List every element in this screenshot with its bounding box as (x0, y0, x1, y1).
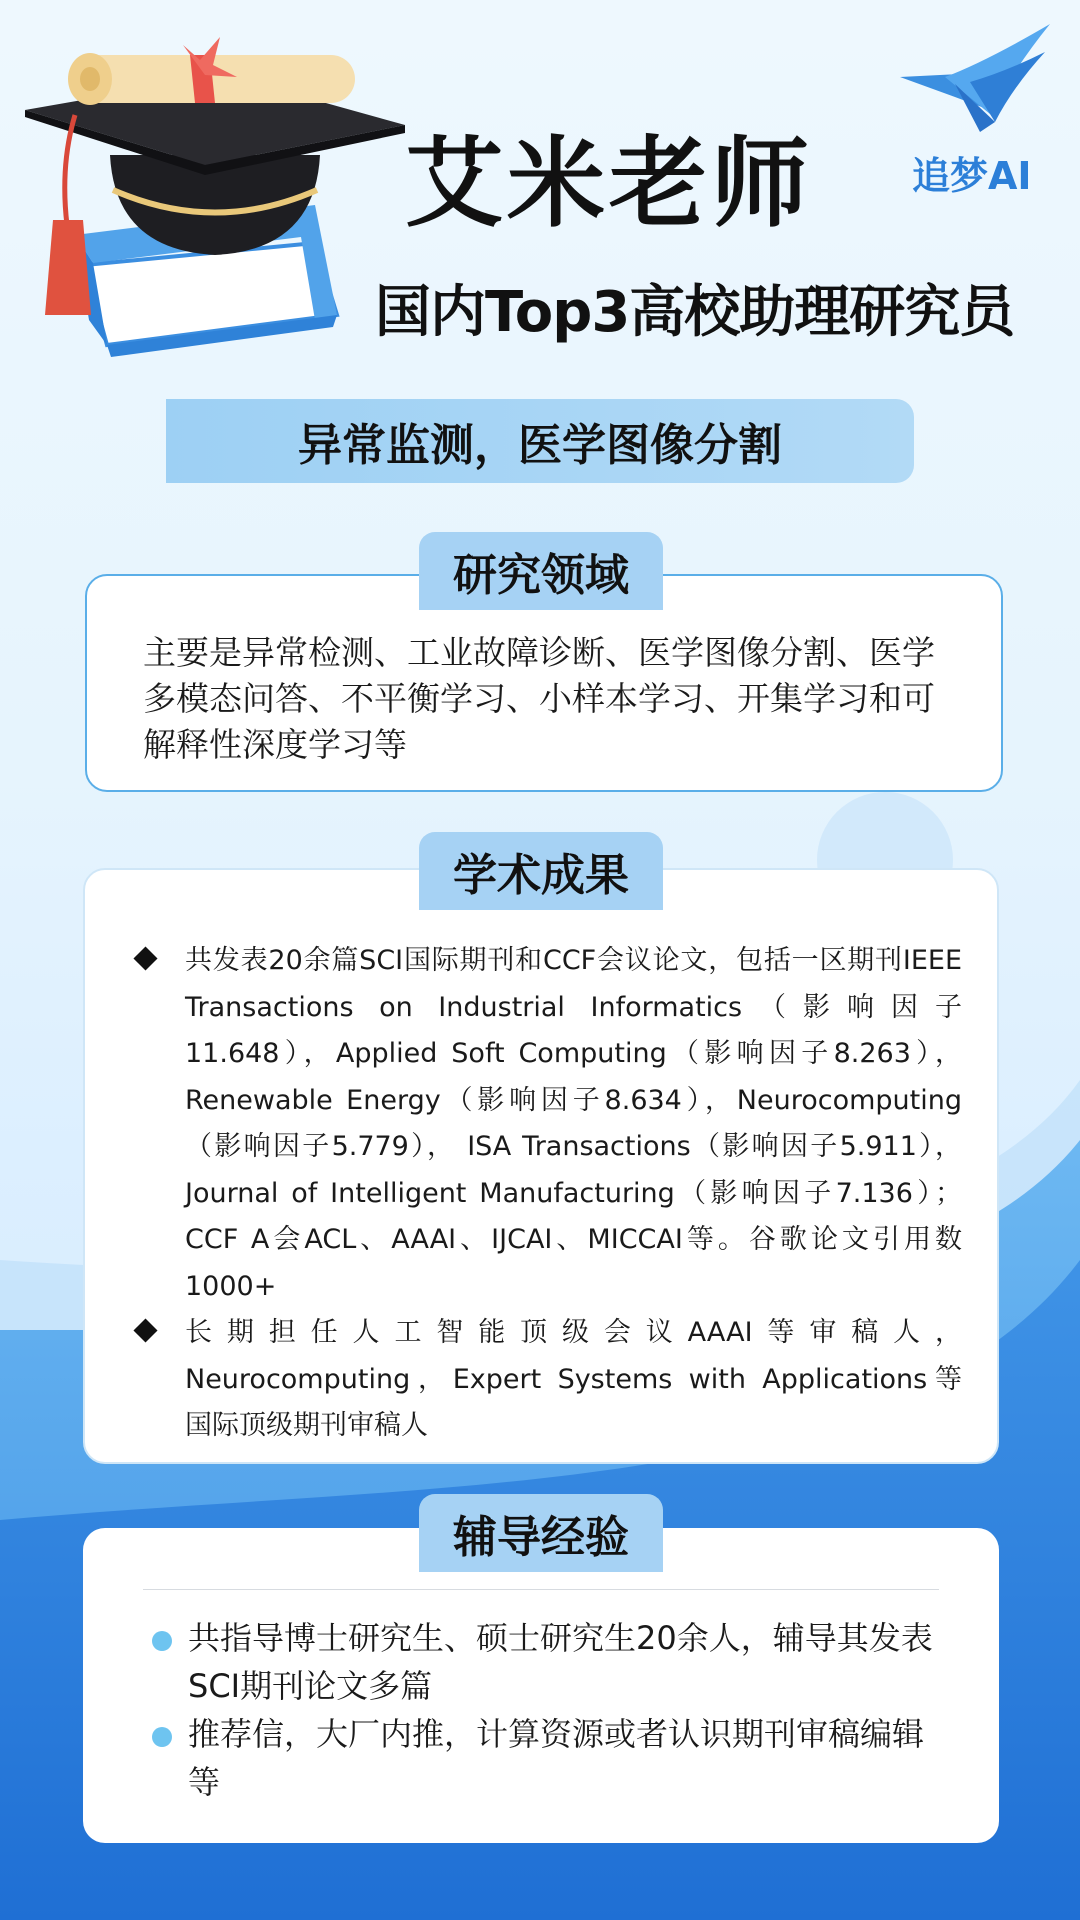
achievement-line: Transactions on Industrial Informatics（影响因子 (185, 991, 962, 1023)
specialty-banner (166, 399, 914, 483)
achievement-line: Neurocomputing，Expert Systems with Applications等 (185, 1363, 962, 1395)
bird-wing-logo-icon (895, 22, 1055, 142)
research-line: 主要是异常检测、工业故障诊断、医学图像分割、医学 (143, 633, 935, 672)
achievement-line: （影响因子5.779）， ISA Transactions（影响因子5.911）， (185, 1131, 962, 1162)
tutoring-line: 推荐信，大厂内推，计算资源或者认识期刊审稿编辑 (188, 1715, 925, 1753)
achievement-item (137, 938, 962, 1310)
teacher-title: 国内Top3高校助理研究员 (375, 280, 1015, 345)
specialty-text: 异常监测，医学图像分割 (298, 420, 782, 471)
tutoring-line: 等 (188, 1763, 221, 1801)
achievement-line: 长期担任人工智能顶级会议AAAI等审稿人， (185, 1317, 962, 1348)
graduation-cap-icon (15, 15, 405, 360)
achievement-item (137, 1310, 962, 1450)
research-line: 解释性深度学习等 (143, 725, 407, 764)
achievement-line: Renewable Energy（影响因子8.634），Neurocomputing (185, 1084, 962, 1116)
achievement-line: 11.648），Applied Soft Computing（影响因子8.263）， (185, 1038, 962, 1069)
circle-bullet-icon (152, 1631, 172, 1651)
tutoring-item (150, 1614, 970, 1710)
tutoring-line: 共指导博士研究生、硕士研究生20余人，辅导其发表 (188, 1619, 933, 1657)
logo-text: 追梦AI (912, 154, 1032, 198)
circle-bullet-icon (152, 1727, 172, 1747)
tutoring-item (150, 1710, 970, 1806)
tutoring-line: SCI期刊论文多篇 (188, 1667, 433, 1705)
teacher-name: 艾米老师 (405, 127, 814, 241)
achievements-section-title: 学术成果 (419, 832, 663, 910)
research-line: 多模态问答、不平衡学习、小样本学习、开集学习和可 (143, 679, 935, 718)
achievement-line: 共发表20余篇SCI国际期刊和CCF会议论文，包括一区期刊IEEE (185, 945, 962, 976)
research-section-title: 研究领域 (419, 532, 663, 610)
tutoring-section-title: 辅导经验 (419, 1494, 663, 1572)
achievement-line: 国际顶级期刊审稿人 (185, 1410, 428, 1441)
diamond-bullet-icon (133, 1318, 157, 1342)
achievement-line: Journal of Intelligent Manufacturing（影响因子7.136）； (185, 1177, 962, 1209)
research-text (143, 630, 943, 768)
tutoring-divider (143, 1589, 939, 1590)
achievement-line: CCF A会ACL、AAAI、IJCAI、MICCAI等。谷歌论文引用数 (185, 1224, 962, 1255)
diamond-bullet-icon (133, 946, 157, 970)
achievement-line: 1000+ (185, 1270, 277, 1302)
